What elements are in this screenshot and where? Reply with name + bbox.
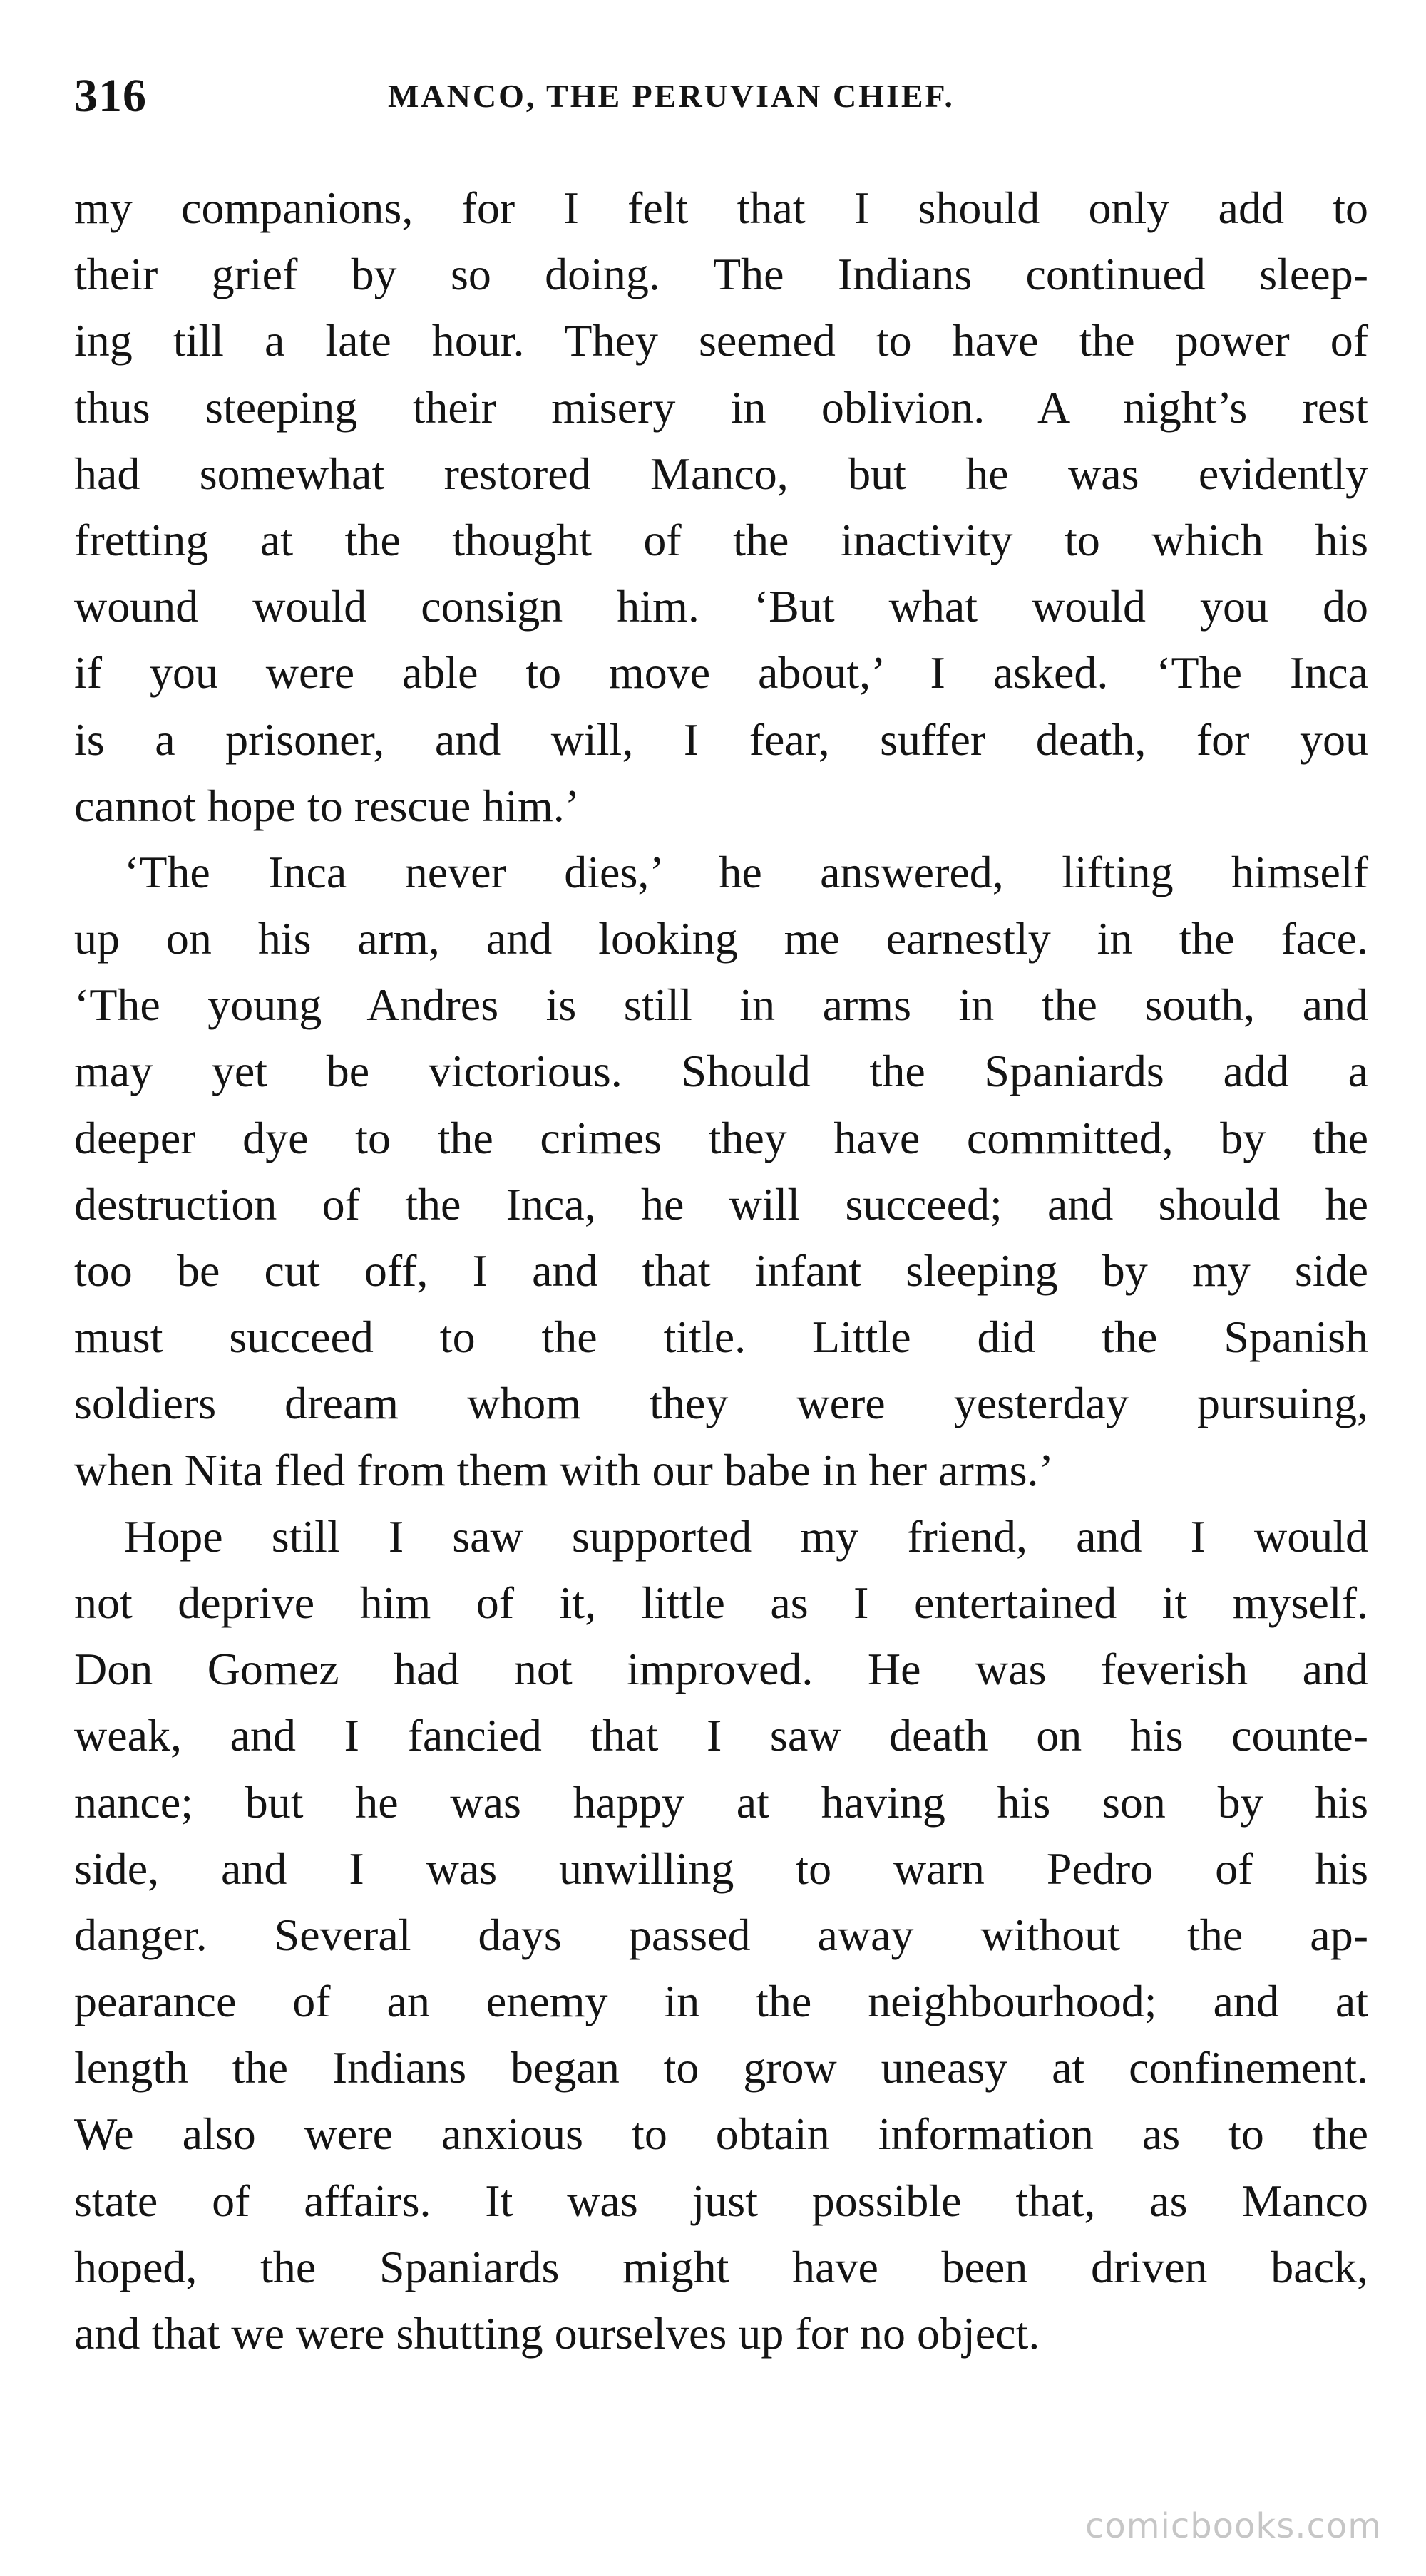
text-line: wound would consign him. ‘But what would you do xyxy=(74,581,1368,632)
running-head: MANCO, THE PERUVIAN CHIEF. xyxy=(388,78,955,114)
paragraph xyxy=(74,839,1368,1503)
text-line: We also were anxious to obtain information as to the xyxy=(74,2108,1368,2160)
text-line: and that we were shutting ourselves up for no object. xyxy=(74,2308,1040,2359)
paragraph xyxy=(74,1503,1368,2366)
text-line: destruction of the Inca, he will succeed; and should he xyxy=(74,1178,1368,1230)
text-line: is a prisoner, and will, I fear, suffer death, for you xyxy=(74,713,1368,765)
text-line: Don Gomez had not improved. He was feverish and xyxy=(74,1644,1368,1695)
text-line: deeper dye to the crimes they have committed, by the xyxy=(74,1112,1368,1163)
text-line: soldiers dream whom they were yesterday pursuing, xyxy=(74,1378,1368,1429)
paragraph xyxy=(74,175,1368,839)
text-line: cannot hope to rescue him.’ xyxy=(74,780,580,831)
page-header xyxy=(74,64,1368,128)
text-line: thus steeping their misery in oblivion. A night’s rest xyxy=(74,381,1368,433)
text-line: up on his arm, and looking me earnestly in the face. xyxy=(74,913,1368,964)
text-line: weak, and I fancied that I saw death on his counte- xyxy=(74,1710,1368,1761)
text-line: hoped, the Spaniards might have been driven back, xyxy=(74,2241,1368,2292)
text-line: Hope still I saw supported my friend, and I would xyxy=(124,1510,1368,1562)
text-line: ‘The young Andres is still in arms in the south, and xyxy=(74,979,1368,1031)
text-line: danger. Several days passed away without the ap- xyxy=(74,1909,1368,1960)
text-line: nance; but he was happy at having his son by his xyxy=(74,1776,1368,1828)
text-line: must succeed to the title. Little did the Spanish xyxy=(74,1312,1368,1363)
text-line: ‘The Inca never dies,’ he answered, lifting himself xyxy=(124,846,1368,897)
text-line: if you were able to move about,’ I asked. ‘The Inca xyxy=(74,647,1368,699)
watermark: comicbooks.com xyxy=(1084,2506,1382,2546)
text-line: their grief by so doing. The Indians continued sleep- xyxy=(74,249,1368,300)
text-line: length the Indians began to grow uneasy at confinement. xyxy=(74,2042,1368,2093)
text-line: state of affairs. It was just possible that, as Manco xyxy=(74,2175,1368,2226)
body-text xyxy=(74,175,1368,2366)
text-line: fretting at the thought of the inactivity to which his xyxy=(74,514,1368,565)
text-line: when Nita fled from them with our babe in her arms.’ xyxy=(74,1444,1054,1495)
text-line: ing till a late hour. They seemed to have the power of xyxy=(74,315,1368,366)
text-line: side, and I was unwilling to warn Pedro of his xyxy=(74,1843,1368,1894)
text-line: pearance of an enemy in the neighbourhood; and at xyxy=(74,1976,1368,2027)
text-line: may yet be victorious. Should the Spaniards add a xyxy=(74,1046,1368,1097)
text-line: my companions, for I felt that I should only add to xyxy=(74,182,1368,233)
text-line: not deprive him of it, little as I entertained it myself. xyxy=(74,1577,1368,1628)
text-line: had somewhat restored Manco, but he was evidently xyxy=(74,448,1368,499)
page-number: 316 xyxy=(74,70,147,122)
text-line: too be cut off, I and that infant sleeping by my side xyxy=(74,1245,1368,1296)
